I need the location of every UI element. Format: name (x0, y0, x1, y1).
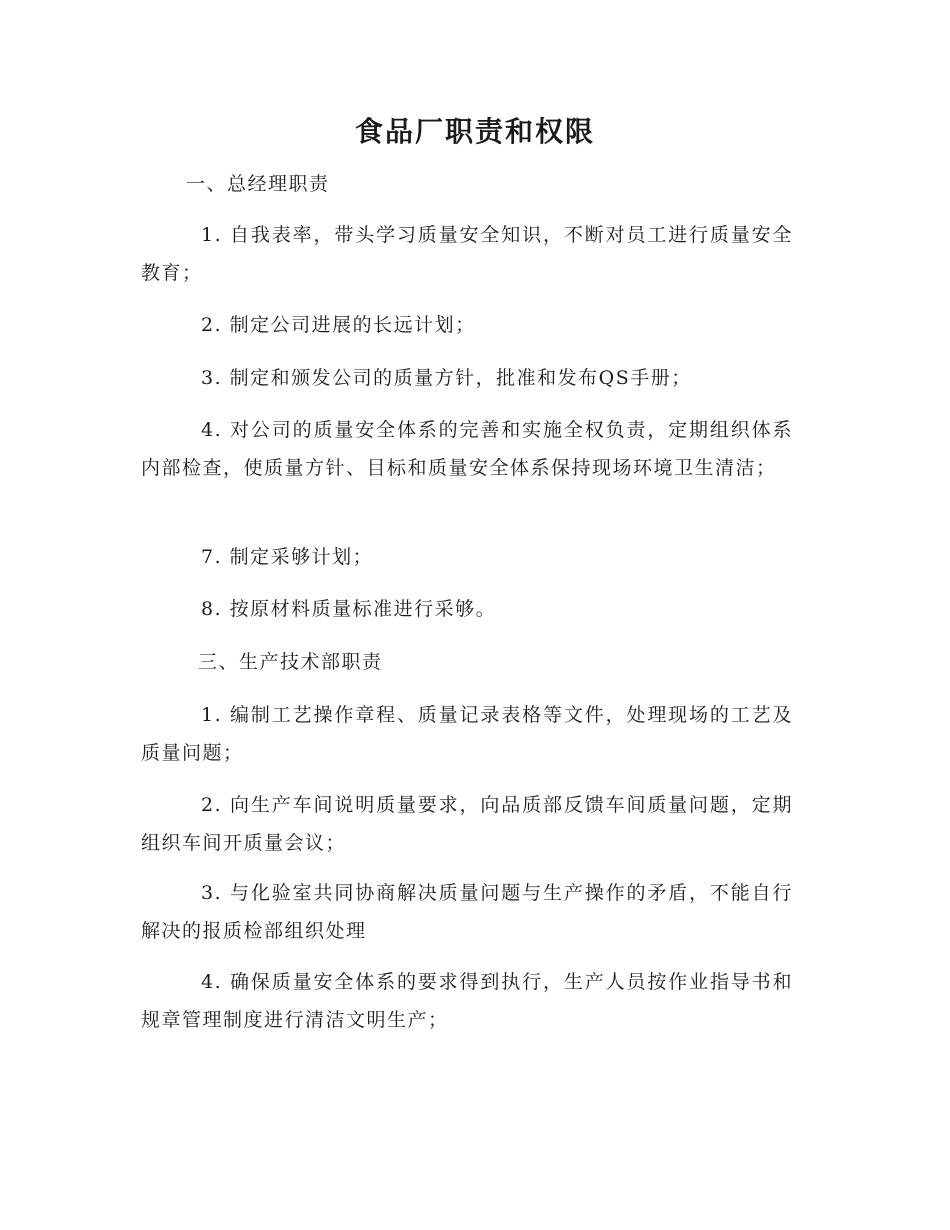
section-heading-general-manager: 一、总经理职责 (186, 173, 330, 195)
paragraph-item: 4. 对公司的质量安全体系的完善和实施全权负责，定期组织体系内部检查，使质量方针、目标和质量安全体系保持现场环境卫生清洁； (141, 419, 793, 479)
paragraph-item: 1. 编制工艺操作章程、质量记录表格等文件，处理现场的工艺及质量问题； (141, 704, 793, 764)
paragraph-item: 8. 按原材料质量标准进行采够。 (201, 598, 497, 620)
paragraph-item: 3. 与化验室共同协商解决质量问题与生产操作的矛盾，不能自行解决的报质检部组织处理 (141, 882, 793, 942)
document-title: 食品厂职责和权限 (354, 115, 595, 148)
paragraph-item: 2. 制定公司进展的长远计划； (201, 314, 476, 336)
section-heading-production-tech: 三、生产技术部职责 (198, 651, 383, 673)
paragraph-item: 4. 确保质量安全体系的要求得到执行，生产人员按作业指导书和规章管理制度进行清洁文明生产； (141, 971, 793, 1031)
paragraph-item: 3. 制定和颁发公司的质量方针，批准和发布QS手册； (201, 367, 692, 389)
paragraph-item: 7. 制定采够计划； (201, 546, 374, 568)
paragraph-item: 2. 向生产车间说明质量要求，向品质部反馈车间质量问题，定期组织车间开质量会议； (141, 794, 793, 854)
paragraph-item: 1. 自我表率，带头学习质量安全知识，不断对员工进行质量安全教育； (141, 224, 793, 284)
